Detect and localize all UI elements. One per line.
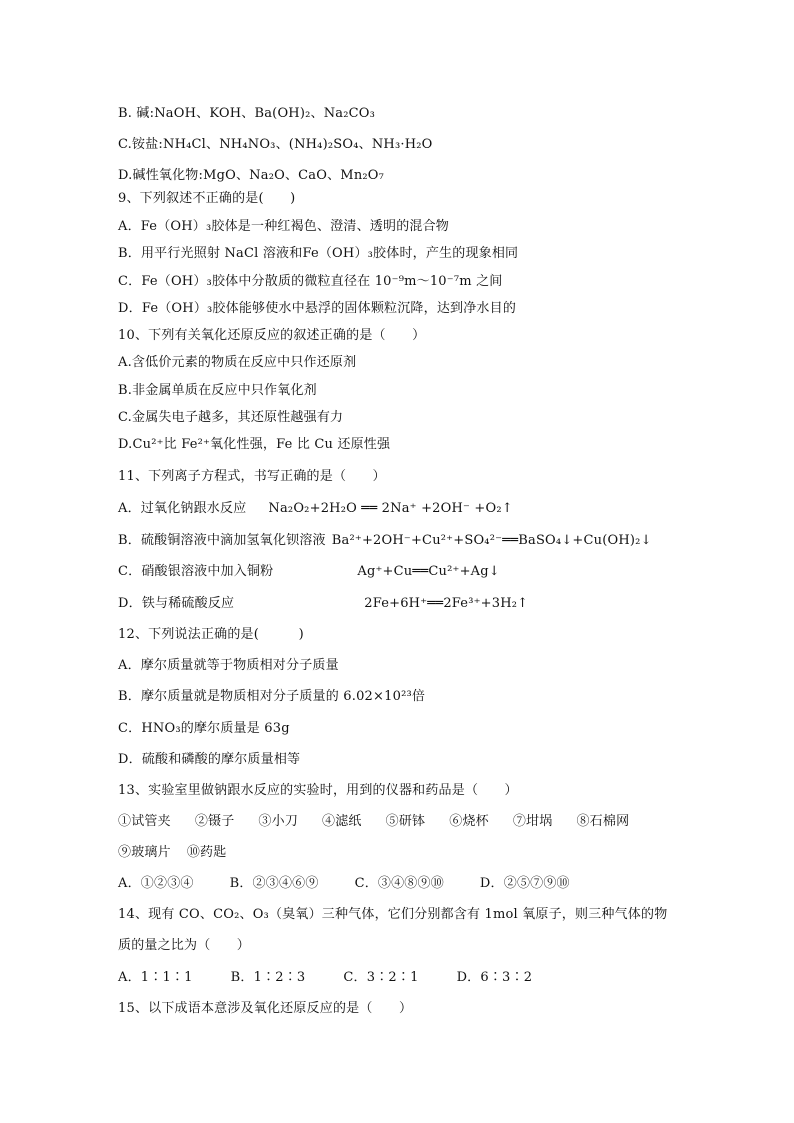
q11-option-d: [118, 595, 528, 613]
q9-stem: 9、下列叙述不正确的是( ): [118, 191, 296, 206]
q14-stem-line-2: 质的量之比为（ ）: [118, 938, 251, 953]
q10-option-c: C.金属失电子越多，其还原性越强有力: [118, 410, 344, 425]
q9-option-b: B．用平行光照射 NaCl 溶液和Fe（OH）₃胶体时，产生的现象相同: [118, 246, 519, 261]
q11-c-label: C．硝酸银溶液中加入铜粉: [118, 564, 274, 579]
q11-option-c: [118, 563, 500, 581]
q13-item: ⑤研钵: [385, 814, 426, 829]
q13-option-c: C．③④⑧⑨⑩: [354, 876, 444, 891]
q12-option-b: B．摩尔质量就是物质相对分子质量的 6.02×10²³倍: [118, 689, 426, 704]
q13-stem: 13、实验室里做钠跟水反应的实验时，用到的仪器和药品是（ ）: [118, 783, 518, 798]
q8-option-d: D.碱性氧化物:MgO、Na₂O、CaO、Mn₂O₇: [118, 168, 385, 183]
q13-options: [118, 875, 570, 893]
q11-d-equation: 2Fe+6H⁺══2Fe³⁺+3H₂↑: [364, 596, 529, 611]
q12-option-c: C．HNO₃的摩尔质量是 63g: [118, 721, 290, 736]
q11-option-a: [118, 500, 513, 518]
q13-item: ①试管夹: [118, 814, 171, 829]
q13-item: ⑥烧杯: [449, 814, 489, 829]
q11-d-label: D．铁与稀硫酸反应: [118, 596, 235, 611]
q8-option-b: B. 碱:NaOH、KOH、Ba(OH)₂、Na₂CO₃: [118, 106, 376, 121]
q13-item: ⑦坩埚: [512, 814, 553, 829]
q12-stem: 12、下列说法正确的是( ): [118, 627, 304, 642]
q14-option-d: D．6∶3∶2: [456, 970, 533, 985]
q8-option-c: C.铵盐:NH₄Cl、NH₄NO₃、(NH₄)₂SO₄、NH₃·H₂O: [118, 137, 433, 152]
q13-item-row-2: [118, 844, 226, 862]
q11-stem: 11、下列离子方程式，书写正确的是（ ）: [118, 469, 386, 484]
q11-b-equation: Ba²⁺+2OH⁻+Cu²⁺+SO₄²⁻══BaSO₄↓+Cu(OH)₂↓: [331, 533, 652, 548]
q10-option-a: A.含低价元素的物质在反应中只作还原剂: [118, 355, 357, 370]
q13-option-d: D．②⑤⑦⑨⑩: [479, 876, 570, 891]
q10-stem: 10、下列有关氧化还原反应的叙述正确的是（ ）: [118, 328, 426, 343]
q13-item: ④滤纸: [322, 814, 362, 829]
q12-option-a: A．摩尔质量就等于物质相对分子质量: [118, 658, 339, 673]
q13-item-row-1: [118, 813, 629, 831]
q9-option-a: A．Fe（OH）₃胶体是一种红褐色、澄清、透明的混合物: [118, 219, 449, 234]
q10-option-b: B.非金属单质在反应中只作氧化剂: [118, 383, 317, 398]
q13-item: ⑨玻璃片: [118, 845, 171, 860]
q9-option-c: C．Fe（OH）₃胶体中分散质的微粒直径在 10⁻⁹m～10⁻⁷m 之间: [118, 274, 503, 289]
q11-a-label: A．过氧化钠跟水反应: [118, 501, 247, 516]
q14-option-b: B．1∶2∶3: [230, 970, 306, 985]
q13-item: ⑩药匙: [186, 845, 227, 860]
q13-item: ⑧石棉网: [576, 814, 630, 829]
q11-b-label: B．硫酸铜溶液中滴加氢氧化钡溶液: [118, 533, 326, 548]
q15-stem: 15、以下成语本意涉及氧化还原反应的是（ ）: [118, 1001, 413, 1016]
q9-option-d: D．Fe（OH）₃胶体能够使水中悬浮的固体颗粒沉降，达到净水目的: [118, 301, 517, 316]
q14-stem-line-1: 14、现有 CO、CO₂、O₃（臭氧）三种气体，它们分别都含有 1mol 氧原子，则三种气体的物: [118, 907, 668, 922]
q14-option-c: C．3∶2∶1: [343, 970, 419, 985]
q13-item: ②镊子: [194, 814, 235, 829]
q13-option-a: A．①②③④: [118, 876, 194, 891]
q13-option-b: B．②③④⑥⑨: [229, 876, 319, 891]
q10-option-d: D.Cu²⁺比 Fe²⁺氧化性强，Fe 比 Cu 还原性强: [118, 437, 391, 452]
q14-options: [118, 969, 532, 987]
q11-option-b: [118, 532, 652, 550]
q11-c-equation: Ag⁺+Cu══Cu²⁺+Ag↓: [357, 564, 500, 579]
q11-a-equation: Na₂O₂+2H₂O ══ 2Na⁺ +2OH⁻ +O₂↑: [268, 501, 513, 516]
q13-item: ③小刀: [258, 814, 299, 829]
q14-option-a: A．1∶1∶1: [118, 970, 193, 985]
q12-option-d: D．硫酸和磷酸的摩尔质量相等: [118, 752, 301, 767]
